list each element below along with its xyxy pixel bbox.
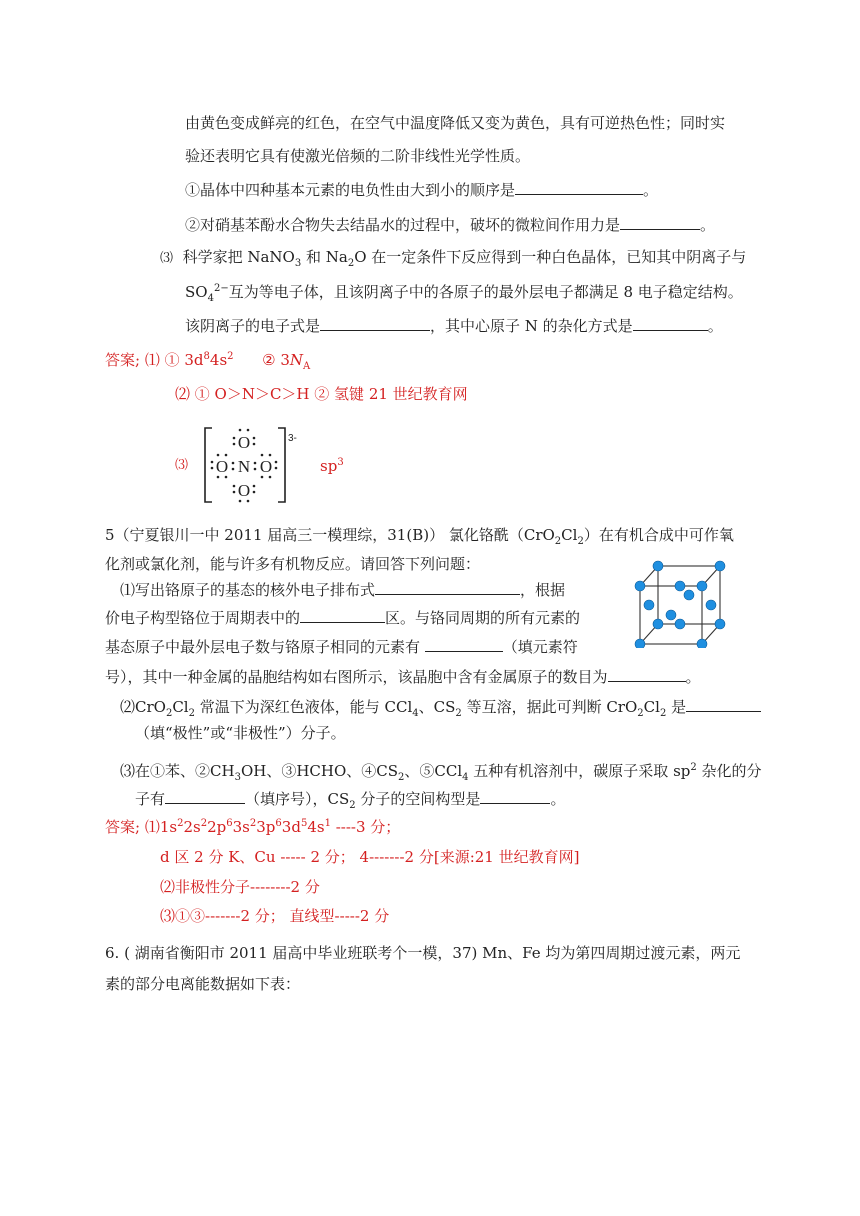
q4-part3-line3: 该阴离子的电子式是 ，其中心原子 N 的杂化方式是 。 [185,317,723,335]
answer-blank [620,215,700,230]
charge-label: 3- [288,433,297,444]
answer5-line2: d 区 2 分 K、Cu ----- 2 分； 4-------2 分[来源:21 世纪教育网] [160,848,580,866]
q5-s3-line2: 子有 （填序号），$CS_2$ 分子的空间构型是 。 [135,790,566,811]
atom-o-top: O [237,433,251,452]
answer-blank [425,637,503,652]
answer4-part3-num: ⑶ [175,458,189,473]
answer-blank [165,789,245,804]
q5-s1-line4: 号），其中一种金属的晶胞结构如右图所示，该晶胞中含有金属原子的数目为 。 [105,668,701,686]
answer-blank [375,580,520,595]
answer-blank [608,667,686,682]
q4-part3-line1: ⑶ 科学家把 NaNO$_3$ 和 $Na_2O$ 在一定条件下反应得到一种白色晶体，已知其中阴离子与 [160,248,747,269]
answer-blank [480,789,550,804]
crystal-cell-figure [630,558,730,648]
answer-blank [300,608,385,623]
atom-n-center: N [237,457,251,476]
q5-s1-line2: 价电子构型铬位于周期表中的 区。与铬同周期的所有元素的 [105,609,581,627]
q5-s3-line1: ⑶在①苯、$②CH_3OH$、③HCHO、$④CS_2$、⑤CCl$_4$ 五种有机溶剂中，碳原子采取 $sp^2$ 杂化的分 [120,762,762,783]
q6-line2: 素的部分电离能数据如下表： [105,975,301,993]
q5-s2-line2: （填“极性”或“非极性”）分子。 [135,724,346,742]
lewis-structure [200,425,330,505]
answer-blank [633,316,708,331]
q6-line1: 6. ( 湖南省衡阳市 2011 届高中毕业班联考个一模，37) Mn、Fe 均为第四周期过渡元素，两元 [105,944,741,962]
atom-o-bottom: O [237,481,251,500]
answer-blank [515,180,643,195]
answer4-sp3: $sp^3$ [320,457,344,475]
q4-sub2: ②对硝基苯酚水合物失去结晶水的过程中，破坏的微粒间作用力是 。 [185,216,716,234]
q5-heading-line1: 5（宁夏银川一中 2011 届高三一模理综，31(B)） 氯化铬酰$(CrO_2Cl_2)$在有机合成中可作氧 [105,526,734,547]
answer-blank [686,697,761,712]
q4-sub1: ①晶体中四种基本元素的电负性由大到小的顺序是 。 [185,181,659,199]
q5-s2-line1: $⑵CrO_2Cl_2$ 常温下为深红色液体，能与 CCl$_4$、$CS_2$ 等互溶，据此可判断 $CrO_2Cl_2$ 是 [120,697,761,717]
answer-blank [320,316,430,331]
atom-o-right: O [259,457,273,476]
answer4-line2: ⑵ ① O＞N＞C＞H ② 氢键 21 世纪教育网 [175,385,468,403]
answer5-line1: 答案; $⑴1s^22s^22p^63s^23p^63d^54s^1$ ----3 分； [105,818,401,836]
q5-s1-line1: ⑴写出铬原子的基态的核外电子排布式 ，根据 [120,581,566,599]
atom-o-left: O [215,457,229,476]
q4-line2: 验还表明它具有使激光倍频的二阶非线性光学性质。 [185,147,531,165]
q5-s1-line3: 基态原子中最外层电子数与铬原子相同的元素有 （填元素符 [105,638,578,656]
q4-part3-line2: $SO_4^{2-}$互为等电子体，且该阴离子中的各原子的最外层电子都满足 8 电子稳定结构。 [185,283,743,304]
answer5-line3: ⑵非极性分子--------2 分 [160,878,320,896]
answer4-line1: 答案; ⑴ ① $3d^84s^2$ ② $3N_A$ [105,351,311,372]
q5-heading-line2: 化剂或氯化剂，能与许多有机物反应。请回答下列问题： [105,555,481,573]
answer5-line4: ⑶①③-------2 分； 直线型-----2 分 [160,907,390,925]
q4-line1: 由黄色变成鲜亮的红色，在空气中温度降低又变为黄色，具有可逆热色性；同时实 [185,114,726,132]
